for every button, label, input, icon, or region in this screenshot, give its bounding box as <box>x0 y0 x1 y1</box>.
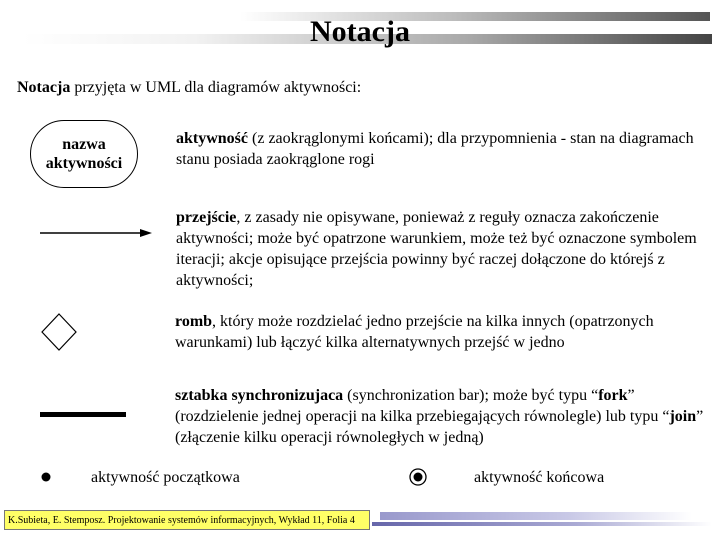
decision-description <box>175 311 675 353</box>
initial-node-label: aktywność początkowa <box>91 469 240 486</box>
sync-desc-part1: (synchronization bar); może być typu “ <box>343 387 599 404</box>
sync-desc-part2: ” (rozdzielenie jednej operacji na kilka przebiegających równolegle) lub typu “ <box>175 387 670 425</box>
transition-arrow-symbol <box>38 225 154 241</box>
sync-bar-symbol <box>40 412 126 417</box>
activity-node-line1: nazwa <box>62 136 106 153</box>
transition-description <box>176 207 706 291</box>
transition-desc: , z zasady nie opisywane, ponieważ z reguły oznacza zakończenie aktywności; może być opatrzone warunkiem, może też być oznaczone symbolem iteracji; akcje opisujące przejścia powinny być raczej dołączone do którejś z aktywności; <box>176 209 697 289</box>
decision-diamond-symbol <box>40 312 78 352</box>
decision-desc: , który może rozdzielać jedno przejście na kilka innych (opatrzonych warunkami) lub łączyć kilka alternatywnych przejść w jedno <box>175 313 654 351</box>
activity-node-symbol <box>30 120 138 188</box>
page-title: Notacja <box>310 15 410 48</box>
diamond-icon <box>42 314 76 350</box>
final-node-icon <box>408 467 428 487</box>
decision-term: romb <box>175 313 213 330</box>
sync-bar-description <box>175 385 720 448</box>
activity-desc: (z zaokrąglonymi końcami); dla przypomnienia - stan na diagramach stanu posiada zaokrąglone rogi <box>176 130 694 168</box>
transition-term: przejście <box>176 209 237 226</box>
join-term: join <box>669 408 697 425</box>
initial-node-icon <box>40 471 52 483</box>
intro-rest: przyjęta w UML dla diagramów aktywności: <box>70 79 362 96</box>
fork-term: fork <box>598 387 628 404</box>
final-node-label: aktywność końcowa <box>474 469 605 486</box>
activity-node-line2: aktywności <box>45 155 123 172</box>
activity-term: aktywność <box>176 130 249 147</box>
sync-desc-part3: ” (złączenie kilku operacji równoległych w jedną) <box>175 408 704 446</box>
intro-text <box>17 78 361 98</box>
activity-description <box>176 128 706 170</box>
footer-decoration <box>380 512 692 520</box>
footer-decoration-thin <box>372 522 712 526</box>
arrowhead-icon <box>140 229 152 237</box>
sync-bar-term: sztabka synchronizujaca <box>175 387 344 404</box>
footer-citation: K.Subieta, E. Stemposz. Projektowanie systemów informacyjnych, Wykład 11, Folia 4 <box>4 510 370 530</box>
intro-bold: Notacja <box>17 79 71 96</box>
